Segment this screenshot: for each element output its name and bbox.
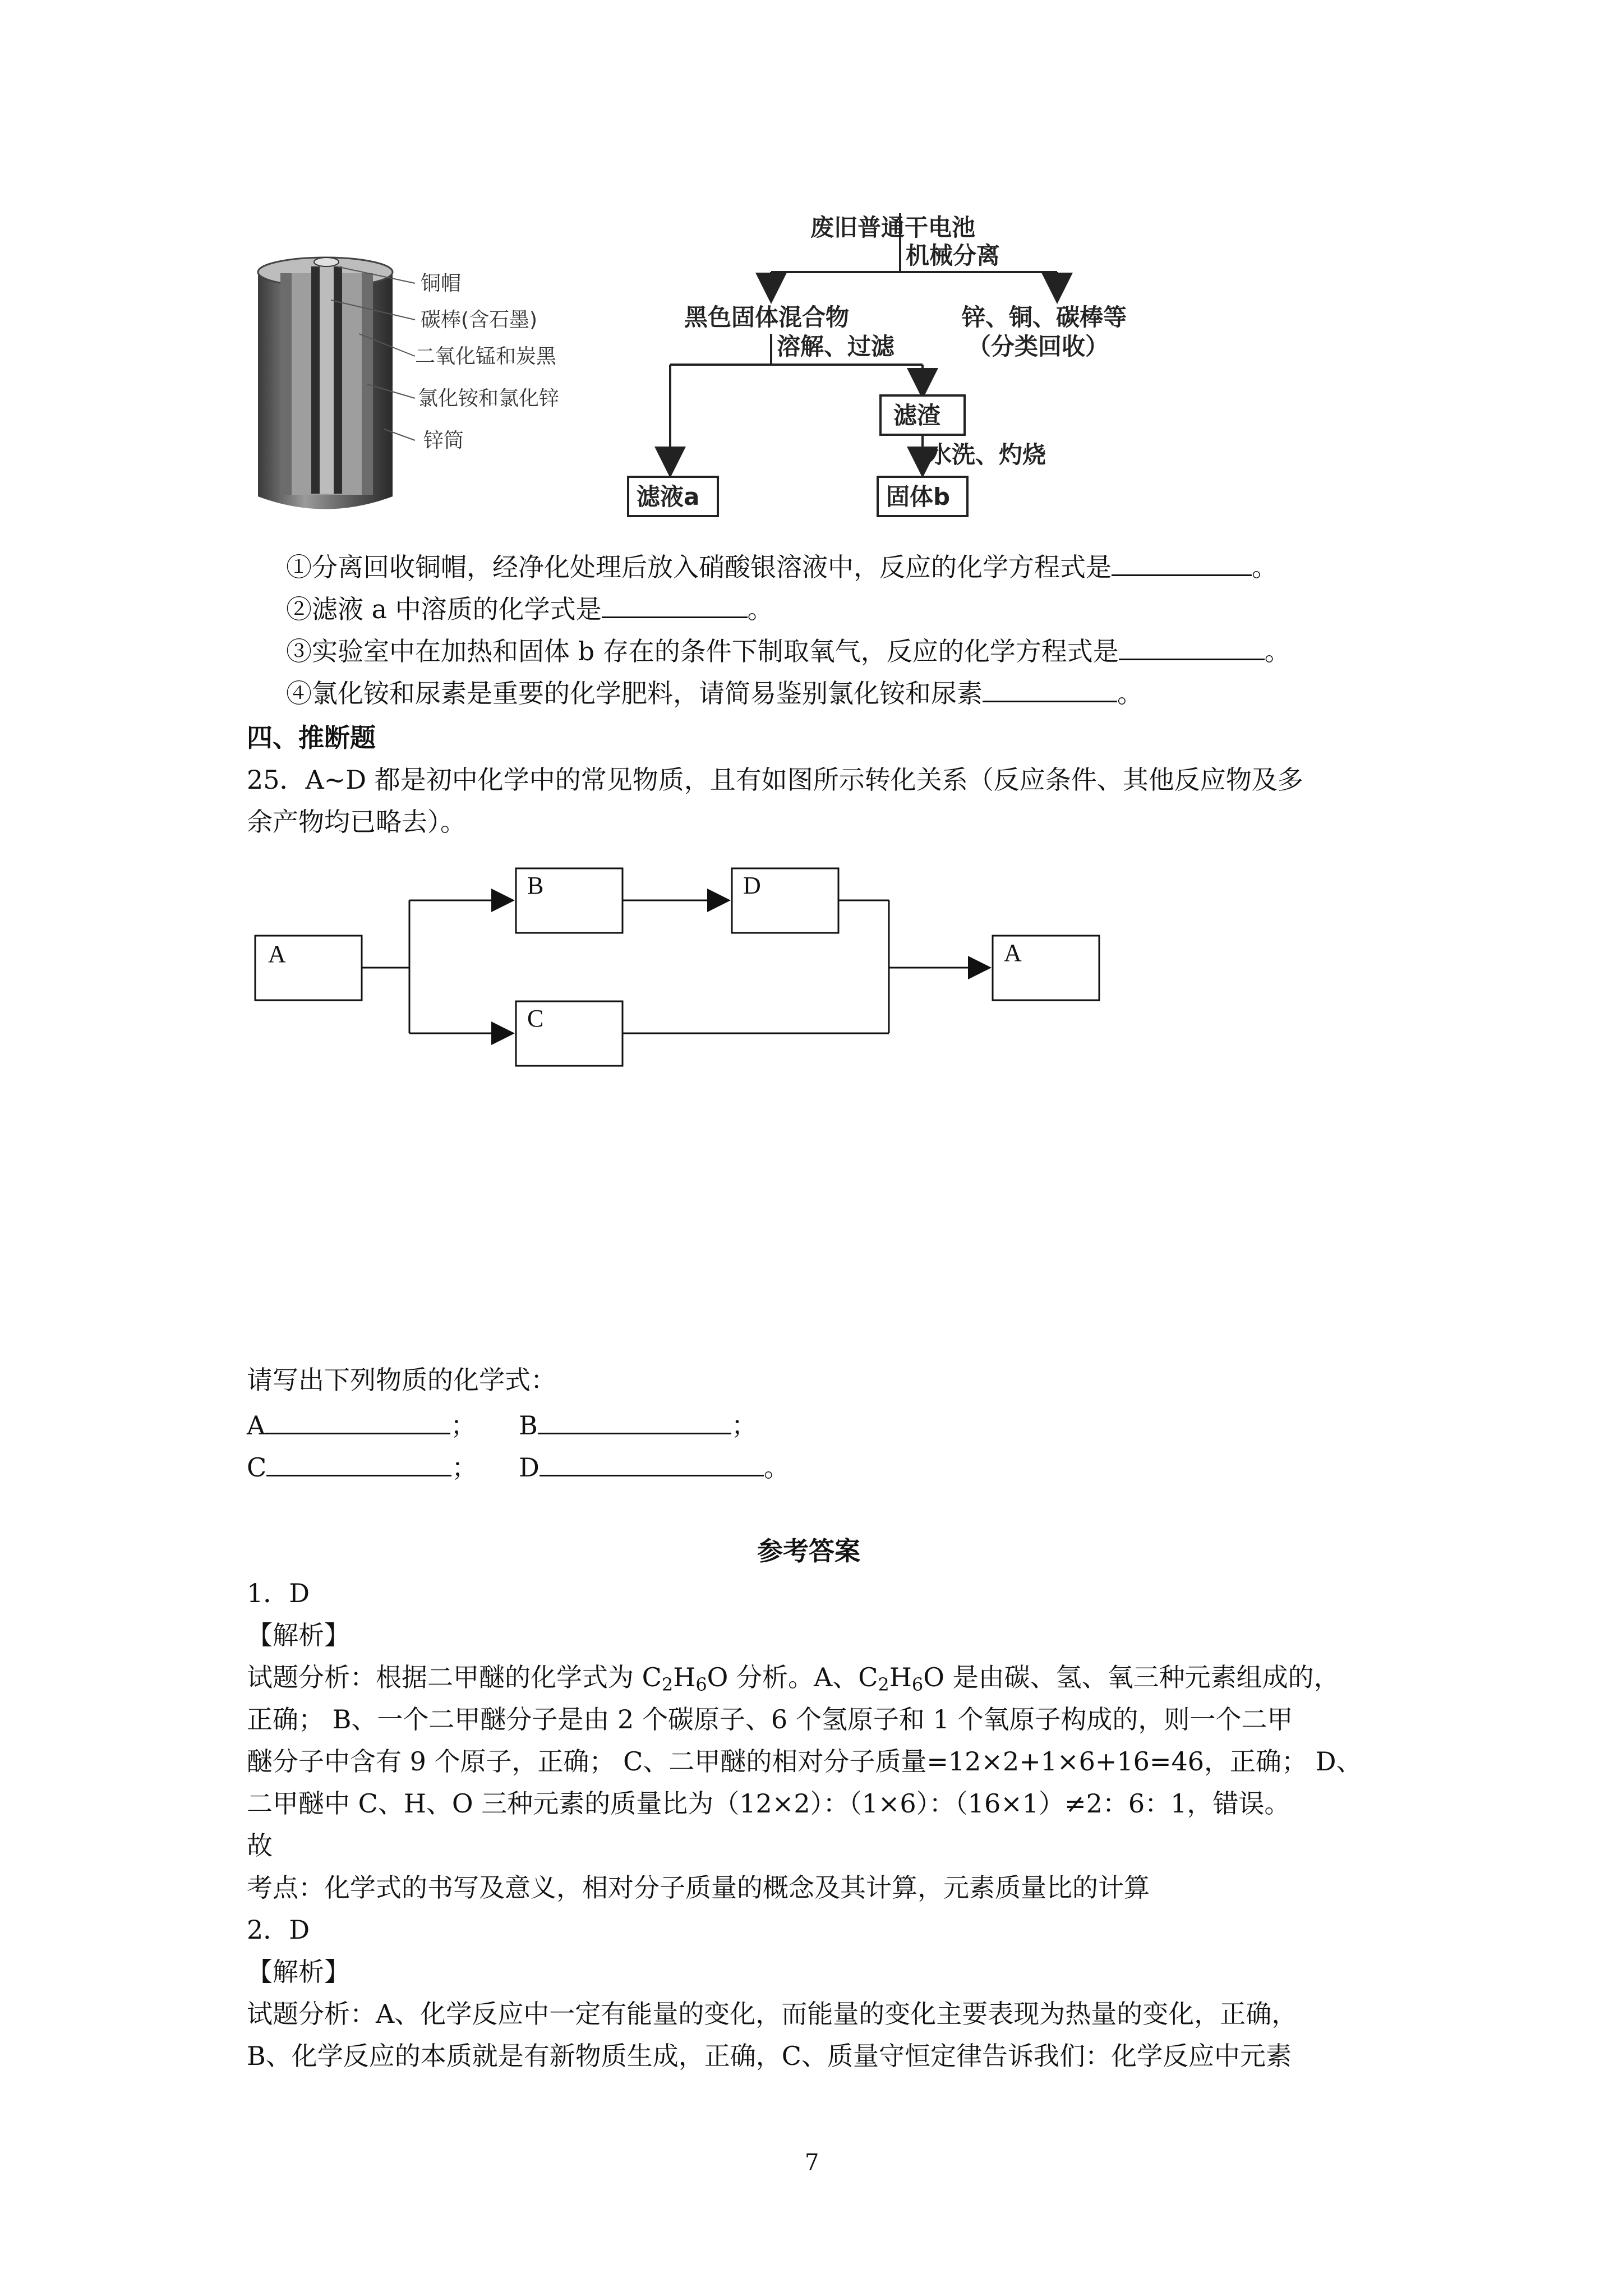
analysis-2-line2: B、化学反应的本质就是有新物质生成，正确，C、质量守恒定律告诉我们：化学反应中元素 [247,2041,1292,2071]
section-title: 四、推断题 [247,723,376,753]
answer-blank[interactable] [983,676,1117,702]
analysis-1-label: 【解析】 [247,1620,350,1650]
analysis-1-line1 [247,1660,1340,1701]
flow-right-1: 锌、铜、碳棒等 [962,303,1127,331]
fill-b-blank[interactable] [538,1408,731,1434]
label-zinc-can: 锌筒 [423,429,464,452]
flow-top: 废旧普通干电池 [810,214,976,241]
text: H [889,1662,912,1692]
page-number: 7 [805,2150,819,2175]
fill-a-blank[interactable] [265,1408,450,1434]
question-1 [286,550,1278,584]
fill-prompt: 请写出下列物质的化学式： [247,1365,556,1395]
fill-c-blank[interactable] [266,1450,451,1476]
fill-d-label: D [519,1452,540,1483]
fill-d-blank[interactable] [540,1450,764,1476]
analysis-2-label: 【解析】 [247,1957,350,1987]
fill-row-1b [519,1408,757,1442]
fill-a-label: A [247,1410,266,1441]
fill-b-label: B [519,1410,538,1441]
recycling-flowchart [625,208,1237,533]
answer-blank[interactable] [602,592,748,618]
fill-row-1 [247,1408,476,1442]
label-a-right: A [1004,939,1022,967]
text: O 分析。A、C [707,1662,878,1692]
label-d: D [743,872,761,899]
flow-filtrate: 滤液a [637,483,700,510]
answers-title: 参考答案 [757,1536,860,1566]
question-25-line2: 余产物均已略去）。 [247,807,466,837]
analysis-1-line3: 醚分子中含有 9 个原子，正确； C、二甲醚的相对分子质量=12×2+1×6+16=46，正确； D、 [247,1746,1362,1777]
transformation-diagram [247,858,1110,1083]
answer-1: 1．D [247,1578,310,1608]
label-c: C [527,1005,544,1032]
battery-figure [247,250,606,522]
fill-row-2b [519,1450,790,1484]
question-1-text: ①分离回收铜帽，经净化处理后放入硝酸银溶液中，反应的化学方程式是 [286,552,1112,582]
flow-step1: 机械分离 [906,242,1000,269]
fill-row-2 [247,1450,477,1484]
question-4-text: ④氯化铵和尿素是重要的化学肥料，请简易鉴别氯化铵和尿素 [286,678,983,708]
flow-residue: 滤渣 [893,402,941,429]
text: 试题分析：根据二甲醚的化学式为 C [247,1662,662,1692]
period: 。 [1252,552,1278,582]
analysis-1-line2: 正确； B、一个二甲醚分子是由 2 个碳原子、6 个氢原子和 1 个氧原子构成的，则一个二甲 [247,1704,1293,1734]
period: 。 [1264,636,1290,666]
label-mno2: 二氧化锰和炭黑 [415,345,557,368]
label-nh4cl: 氯化铵和氯化锌 [418,387,560,410]
label-b: B [527,872,544,899]
knowledge-point-1: 考点：化学式的书写及意义，相对分子质量的概念及其计算，元素质量比的计算 [247,1872,1150,1903]
subscript: 2 [661,1674,674,1695]
subscript: 2 [878,1674,889,1695]
question-4 [286,676,1143,710]
separator: ； [450,1410,477,1441]
fill-c-label: C [247,1452,267,1483]
answer-blank[interactable] [1112,550,1252,576]
label-carbon-rod: 碳棒(含石墨) [421,309,538,332]
text: O 是由碳、氢、氧三种元素组成的， [923,1662,1340,1692]
text: H [673,1662,696,1692]
flow-right-2: （分类回收） [967,333,1109,360]
separator: ； [731,1410,757,1441]
flow-step2: 溶解、过滤 [777,333,895,360]
label-copper-cap: 铜帽 [421,272,462,295]
question-2 [286,592,773,626]
question-3 [286,634,1290,668]
question-25-line1: 25．A~D 都是初中化学中的常见物质，且有如图所示转化关系（反应条件、其他反应物及多 [247,765,1303,795]
subscript: 6 [695,1674,707,1695]
label-a-left: A [268,940,286,968]
answer-2: 2．D [247,1915,310,1945]
question-3-text: ③实验室中在加热和固体 b 存在的条件下制取氧气，反应的化学方程式是 [286,636,1119,666]
flow-left: 黑色固体混合物 [684,303,850,331]
question-2-text: ②滤液 a 中溶质的化学式是 [286,594,602,624]
period: 。 [763,1452,790,1483]
analysis-1-line5: 故 [247,1830,273,1861]
period: 。 [747,594,773,624]
separator: ； [451,1452,478,1483]
flow-solid: 固体b [886,483,951,510]
flow-step3: 水洗、灼烧 [928,441,1046,468]
analysis-2-line1: 试题分析：A、化学反应中一定有能量的变化，而能量的变化主要表现为热量的变化，正确， [247,1999,1298,2029]
analysis-1-line4: 二甲醚中 C、H、O 三种元素的质量比为（12×2）：（1×6）：（16×1）≠2：6：1，错误。 [247,1788,1290,1819]
battery-body [258,257,393,509]
period: 。 [1117,678,1143,708]
subscript: 6 [911,1674,924,1695]
answer-blank[interactable] [1119,634,1265,660]
